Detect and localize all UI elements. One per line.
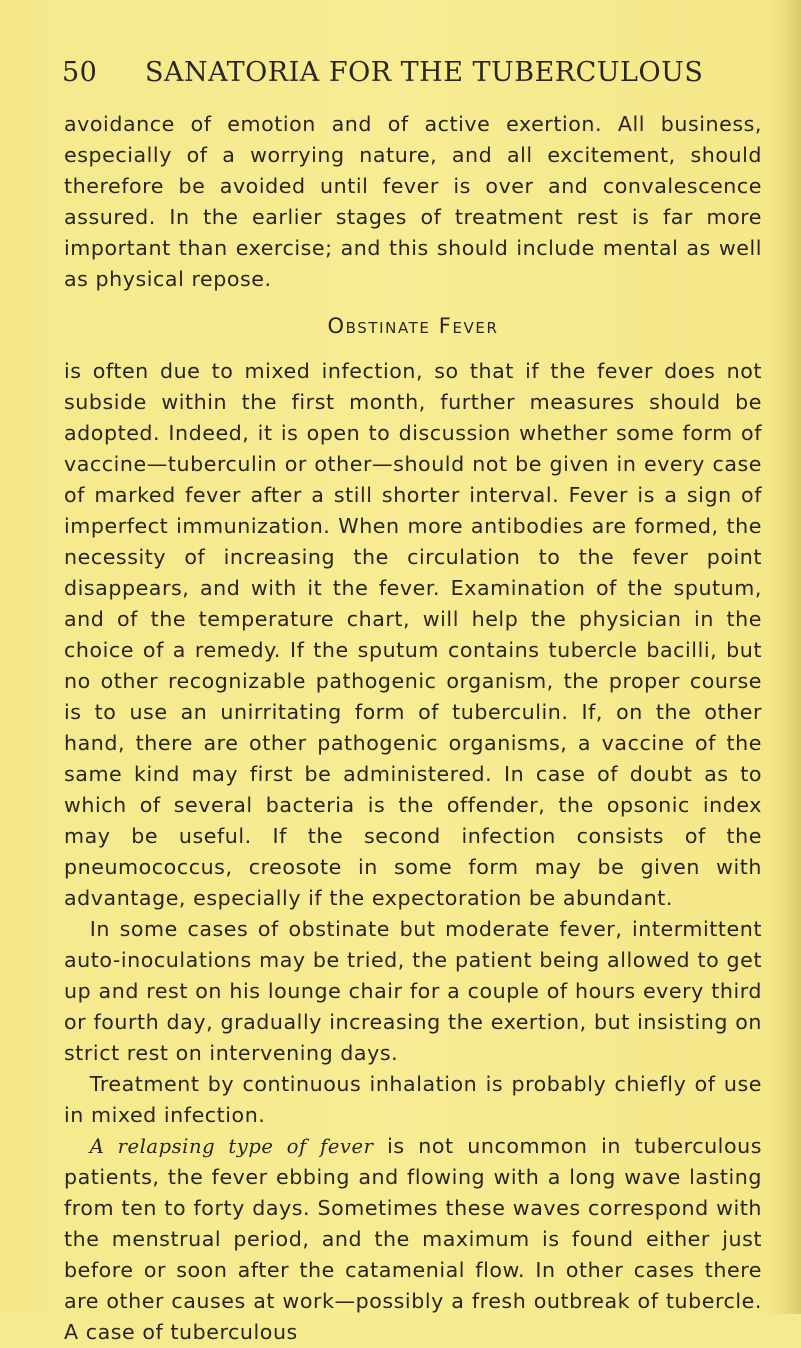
paragraph-avoidance: avoidance of emotion and of active exertion. All business, especially of a worrying nature, and all excitement, should therefore be avoided until fever is over and convalescence assured. In the earlier stages of treatment rest is far more important than exercise; and this should include mental as well as physical repose. bbox=[64, 112, 762, 291]
paragraph-relapsing-fever-text: is not uncommon in tuberculous patients, the fever ebbing and flowing with a long wave lasting from ten to forty days. Sometimes these waves correspond with the menstrual period, and the maximum is found either just before or soon after the catamenial flow. In other cases there are other causes at work—possibly a fresh outbreak of tubercle. A case of tuberculous bbox=[64, 1134, 762, 1344]
paragraph-auto-inoculations: In some cases of obstinate but moderate fever, intermittent auto-inoculations may be tried, the patient being allowed to get up and rest on his lounge chair for a couple of hours every third or fourth day, gradually increasing the exertion, but insisting on strict rest on intervening days. bbox=[64, 917, 762, 1065]
paragraph-inhalation: Treatment by continuous inhalation is probably chiefly of use in mixed infection. bbox=[64, 1072, 762, 1127]
page-edge-shadow bbox=[771, 0, 801, 1314]
body-text bbox=[64, 109, 762, 1348]
section-heading: Obstinate Fever bbox=[327, 314, 499, 338]
page-header bbox=[62, 57, 752, 97]
paragraph-relapsing-fever bbox=[64, 1131, 762, 1348]
page-number: 50 bbox=[62, 57, 98, 88]
paragraph-mixed-infection: is often due to mixed infection, so that if the fever does not subside within the first month, further measures should be adopted. Indeed, it is open to discussion whether some form of vaccine—tuberculin or other—should not be given in every case of marked fever after a still shorter interval. Fever is a sign of imperfect immunization. When more antibodies are formed, the necessity of increasing the circulation to the fever point disappears, and with it the fever. Examination of the sputum, and of the temperature chart, will help the physician in the choice of a remedy. If the sputum contains tubercle bacilli, but no other recognizable pathogenic organism, the proper course is to use an unirritating form of tuberculin. If, on the other hand, there are other pathogenic organisms, a vaccine of the same kind may first be administered. In case of doubt as to which of several bacteria is the offender, the opsonic index may be useful. If the second infection consists of the pneumococcus, creosote in some form may be given with advantage, especially if the expectoration be abundant. bbox=[64, 359, 762, 910]
running-title: SANATORIA FOR THE TUBERCULOUS bbox=[145, 57, 704, 88]
italic-term: A relapsing type of fever bbox=[89, 1135, 374, 1158]
